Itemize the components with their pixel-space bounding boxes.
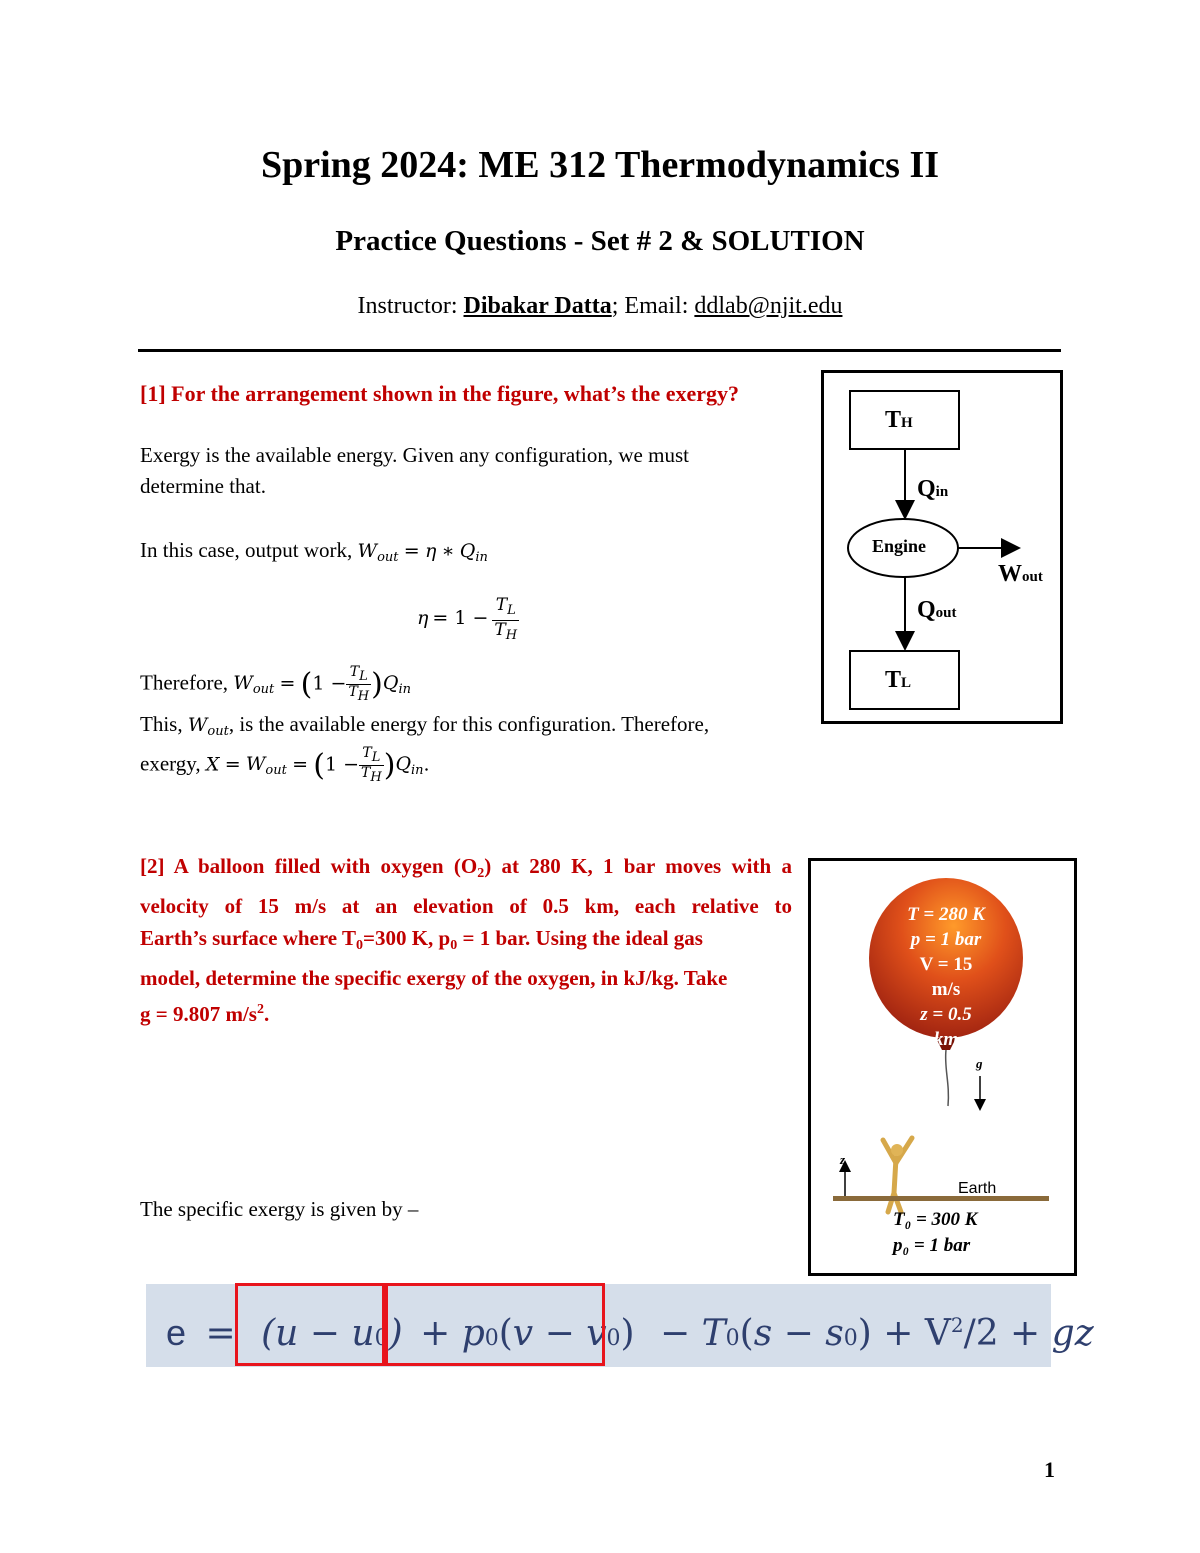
q1-text-line2: determine that. bbox=[140, 474, 266, 498]
q1-this-line: This, $W_{out}$, is the available energy for this configuration. Therefore, bbox=[140, 712, 710, 739]
qin-label: Qin bbox=[917, 476, 949, 502]
internal-energy-highlight bbox=[235, 1283, 385, 1366]
balloon-string bbox=[946, 1050, 949, 1106]
q1-exergy-line: exergy, $X = W_{out} = (1$ − $\frac{TL}{TH}$ )$Q_{in}$. bbox=[140, 745, 430, 785]
document-title: Spring 2024: ME 312 Thermodynamics II bbox=[260, 144, 940, 186]
email-label: ; Email: bbox=[611, 293, 689, 319]
document-subtitle: Practice Questions - Set # 2 & SOLUTION bbox=[335, 225, 865, 257]
page-number: 1 bbox=[1044, 1457, 1055, 1482]
heat-engine-diagram bbox=[821, 370, 1063, 724]
balloon-elevation: z = 0.5 km bbox=[920, 1004, 972, 1050]
balloon-velocity: V = 15 m/s bbox=[919, 954, 973, 1000]
instructor-label: Instructor: bbox=[357, 293, 458, 319]
balloon-pressure: p = 1 bar bbox=[910, 929, 982, 950]
q2-line1: [2] A balloon filled with oxygen (O2) at 280 K, 1 bar moves with a bbox=[140, 854, 792, 881]
q2-line3: Earth’s surface where T0=300 K, p0 = 1 bar. Using the ideal gas bbox=[140, 926, 703, 953]
wout-label: Wout bbox=[998, 561, 1043, 587]
email-link[interactable]: ddlab@njit.edu bbox=[694, 293, 843, 319]
balloon-state-labels bbox=[906, 902, 986, 1052]
balloon-temperature: T = 280 K bbox=[907, 904, 985, 925]
earth-ground bbox=[833, 1196, 1049, 1201]
header-divider bbox=[138, 349, 1061, 352]
hot-reservoir-label: TH bbox=[885, 407, 913, 433]
q1-therefore-line: Therefore, $W_{out} = (1$ − $\frac{TL}{TH}$ )$Q_{in}$ bbox=[140, 664, 411, 704]
gravity-label: g bbox=[976, 1056, 983, 1071]
q2-line2: velocity of 15 m/s at an elevation of 0.5 km, each relative to bbox=[140, 894, 792, 918]
engine-label: Engine bbox=[872, 536, 927, 556]
ambient-temperature-label: T₀ = 300 K bbox=[893, 1209, 978, 1230]
person-head bbox=[891, 1144, 903, 1156]
q1-question: [1] For the arrangement shown in the figure, what’s the exergy? bbox=[140, 381, 740, 406]
q2-specific-exergy-text: The specific exergy is given by – bbox=[140, 1197, 419, 1221]
q2-line4: model, determine the specific exergy of the oxygen, in kJ/kg. Take bbox=[140, 966, 728, 990]
q2-question bbox=[140, 850, 792, 1030]
ambient-pressure-label: p₀ = 1 bar bbox=[893, 1235, 971, 1256]
cold-reservoir-label: TL bbox=[885, 667, 912, 693]
q2-line5: g = 9.807 $m/s^2$. bbox=[140, 1002, 270, 1026]
flow-work-highlight bbox=[385, 1283, 605, 1366]
earth-label: Earth bbox=[958, 1180, 997, 1197]
qout-label: Qout bbox=[917, 597, 957, 623]
q1-output-work-line: In this case, output work, $W_{out} = \eta$ ∗ $Q_{in}$ bbox=[140, 538, 488, 565]
exergy-equation: $e = (u - u0) + p0(v - v0) - T0(s - s0) + V^2/2$ + gz bbox=[166, 1312, 1094, 1354]
instructor-line bbox=[0, 290, 1200, 322]
q1-text-line1: Exergy is the available energy. Given any configuration, we must bbox=[140, 443, 689, 467]
q1-efficiency-equation: η = 1 − $\frac{T_L}{T_H}$ bbox=[417, 595, 518, 643]
elevation-label: z bbox=[840, 1152, 846, 1167]
instructor-name: Dibakar Datta bbox=[463, 293, 612, 319]
